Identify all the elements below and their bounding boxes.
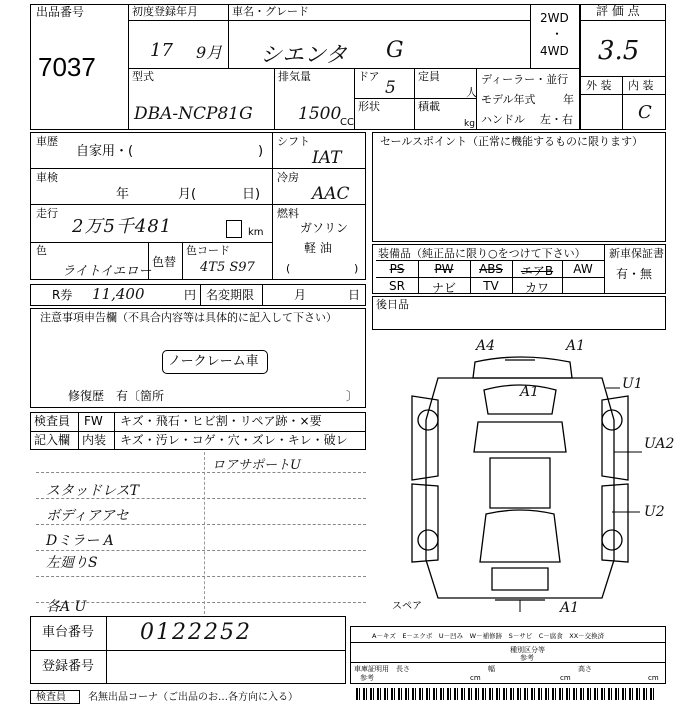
name-change-day: 日 xyxy=(348,288,361,302)
color-code-label: 色コード xyxy=(186,244,230,257)
color-code: 4T5 S97 xyxy=(200,260,255,275)
history-value: 自家用・( xyxy=(76,144,134,159)
equip-tv: TV xyxy=(483,279,499,293)
footer-cut-text: 名無出品コーナ（ご出品のお…各方向に入る） xyxy=(88,692,298,703)
displacement-label: 排気量 xyxy=(278,70,311,83)
model-year-label: モデル年式 xyxy=(481,93,536,106)
name-change-month: 月 xyxy=(294,288,307,302)
mark-u2: U2 xyxy=(644,504,665,520)
equip-airbag: エアB xyxy=(520,264,554,278)
repair-label: 修復歴 xyxy=(68,389,105,403)
model-year-unit: 年 xyxy=(563,93,574,106)
later-items-label: 後日品 xyxy=(376,298,409,311)
recycle-unit: 円 xyxy=(184,288,197,302)
capacity-unit: 人 xyxy=(466,86,477,99)
fuel-open: ( xyxy=(286,262,291,275)
equip-aw: AW xyxy=(573,262,593,276)
handle-label: ハンドル xyxy=(481,113,525,126)
equip-ps: PS xyxy=(389,262,405,276)
repair-close: 〕 xyxy=(346,389,359,403)
mileage-value: 2万5千481 xyxy=(72,216,173,237)
remark-item-5: 各A U xyxy=(46,599,87,615)
legend-ref2-label: 参考 xyxy=(360,674,374,682)
mileage-unit: km xyxy=(248,227,264,238)
capacity-label: 定員 xyxy=(418,70,440,83)
drive-4wd: 4WD xyxy=(540,44,569,58)
doors: 5 xyxy=(385,78,396,98)
legend-height-cm: cm xyxy=(648,674,659,682)
door-label: ドア xyxy=(358,70,380,83)
equip-pw: PW xyxy=(434,262,454,276)
drive-dot: ・ xyxy=(551,27,564,41)
remark-item-3: Dミラー A xyxy=(46,533,114,549)
barcode xyxy=(356,688,656,700)
chassis-label: 車台番号 xyxy=(42,625,95,640)
dealer-label: ディーラー・並行 xyxy=(481,73,569,86)
remark-item-2: ボディアアセ xyxy=(46,508,129,524)
legend-length-label: 長さ xyxy=(396,665,410,673)
first-reg-label: 初度登録年月 xyxy=(132,5,198,18)
legend-width-label: 幅 xyxy=(488,665,495,673)
car-name-label: 車名・グレード xyxy=(232,5,309,18)
score-label: 評 価 点 xyxy=(596,4,640,18)
warranty-value: 有・無 xyxy=(616,267,653,281)
displacement: 1500 xyxy=(298,104,342,124)
ac-value: AAC xyxy=(312,184,350,204)
recycle-label: R券 xyxy=(52,288,73,302)
inspector-row1-label: 検査員 xyxy=(34,414,71,428)
remark-item-1: スタッドレスT xyxy=(46,483,139,499)
shape-label: 形状 xyxy=(358,100,380,113)
equip-leather: カワ xyxy=(524,281,549,295)
car-name: シエンタ xyxy=(260,43,348,68)
handle-value: 左・右 xyxy=(540,113,573,126)
mark-a1-top: A1 xyxy=(566,338,586,354)
mark-ua2: UA2 xyxy=(644,436,675,452)
inspector-row2-tag: 内装 xyxy=(82,433,107,447)
insp-month: 月( xyxy=(178,187,197,202)
load-label: 積載 xyxy=(418,100,440,113)
spare-label: スペア xyxy=(392,601,422,612)
equipment-label: 装備品（純正品に限り○をつけて下さい） xyxy=(378,247,586,260)
remark-item-4: 左廻りS xyxy=(46,555,98,571)
shift-label: シフト xyxy=(277,135,310,148)
mark-a1-hood: A1 xyxy=(520,384,540,400)
load-unit: kg xyxy=(464,119,475,129)
history-close: ) xyxy=(258,144,264,159)
footer-cut-label: 検査員 xyxy=(36,692,66,703)
fuel-label: 燃料 xyxy=(277,207,299,220)
ac-label: 冷房 xyxy=(277,171,299,184)
inspector-row1-tag: FW xyxy=(84,414,103,428)
fuel-close: ) xyxy=(354,262,359,275)
inspector-row2-label: 記入欄 xyxy=(34,433,71,447)
repaint-label: 色替 xyxy=(152,255,177,269)
shift-value: IAT xyxy=(312,148,342,168)
inspection-label: 車検 xyxy=(36,171,58,184)
sales-point-label: セールスポイント（正常に機能するものに限ります） xyxy=(380,135,644,148)
lot-number: 7037 xyxy=(38,52,96,82)
legend-length-cm: cm xyxy=(470,674,481,682)
registration-label: 登録番号 xyxy=(42,659,95,674)
legend-size-label: 車庫証明用 xyxy=(354,665,389,673)
fuel-light-oil: 軽 油 xyxy=(304,241,332,255)
repair-value: 有〔箇所 xyxy=(116,389,165,403)
fuel-gasoline: ガソリン xyxy=(300,221,349,235)
inspector-row1-text: キズ・飛石・ヒビ割・リペア跡・×要 xyxy=(120,414,322,428)
chassis-number: 0122252 xyxy=(140,620,252,645)
name-change-label: 名変期限 xyxy=(206,288,255,302)
notes-label: 注意事項申告欄（不具合内容等は具体的に記入して下さい） xyxy=(40,311,337,324)
model-code: DBA-NCP81G xyxy=(134,104,253,124)
warranty-label: 新車保証書 xyxy=(609,247,664,260)
drive-2wd: 2WD xyxy=(540,11,569,25)
legend-type-label: 種別区分等 xyxy=(510,646,545,654)
lot-label: 出品番号 xyxy=(36,5,85,19)
legend-text: A－キズ E－エクボ U－凹み W－補修跡 S－サビ C－腐食 XX－交換済 xyxy=(372,632,605,640)
mileage-label: 走行 xyxy=(36,207,58,220)
displacement-unit: CC xyxy=(340,117,354,128)
exterior-label: 外 装 xyxy=(586,79,612,92)
legend-height-label: 高さ xyxy=(578,665,592,673)
equip-navi: ナビ xyxy=(431,281,456,295)
grade: G xyxy=(386,38,404,63)
mark-u1: U1 xyxy=(622,376,643,392)
reg-year: 17 xyxy=(150,40,173,61)
model-label: 型式 xyxy=(132,70,154,83)
color-value: ライトイエロー xyxy=(62,264,152,279)
score: 3.5 xyxy=(598,36,640,66)
equip-sr: SR xyxy=(389,279,405,293)
legend-width-cm: cm xyxy=(560,674,571,682)
no-claim-text: ノークレーム車 xyxy=(168,354,259,369)
interior-label: 内 装 xyxy=(628,79,654,92)
mark-a1-rear: A1 xyxy=(560,600,580,616)
recycle-value: 11,400 xyxy=(92,285,145,303)
history-label: 車歴 xyxy=(36,135,58,148)
remark-right-top: ロアサポートU xyxy=(212,458,301,473)
legend-ref-label: 参考 xyxy=(520,654,534,662)
interior-grade: C xyxy=(638,102,652,123)
mark-a4: A4 xyxy=(476,338,496,354)
inspector-row2-text: キズ・汚レ・コゲ・穴・ズレ・キレ・破レ xyxy=(120,433,348,447)
color-label: 色 xyxy=(36,244,47,257)
insp-day: 日) xyxy=(242,187,261,202)
reg-month: 9月 xyxy=(196,43,223,62)
equip-abs: ABS xyxy=(479,262,503,276)
insp-year: 年 xyxy=(116,187,130,202)
